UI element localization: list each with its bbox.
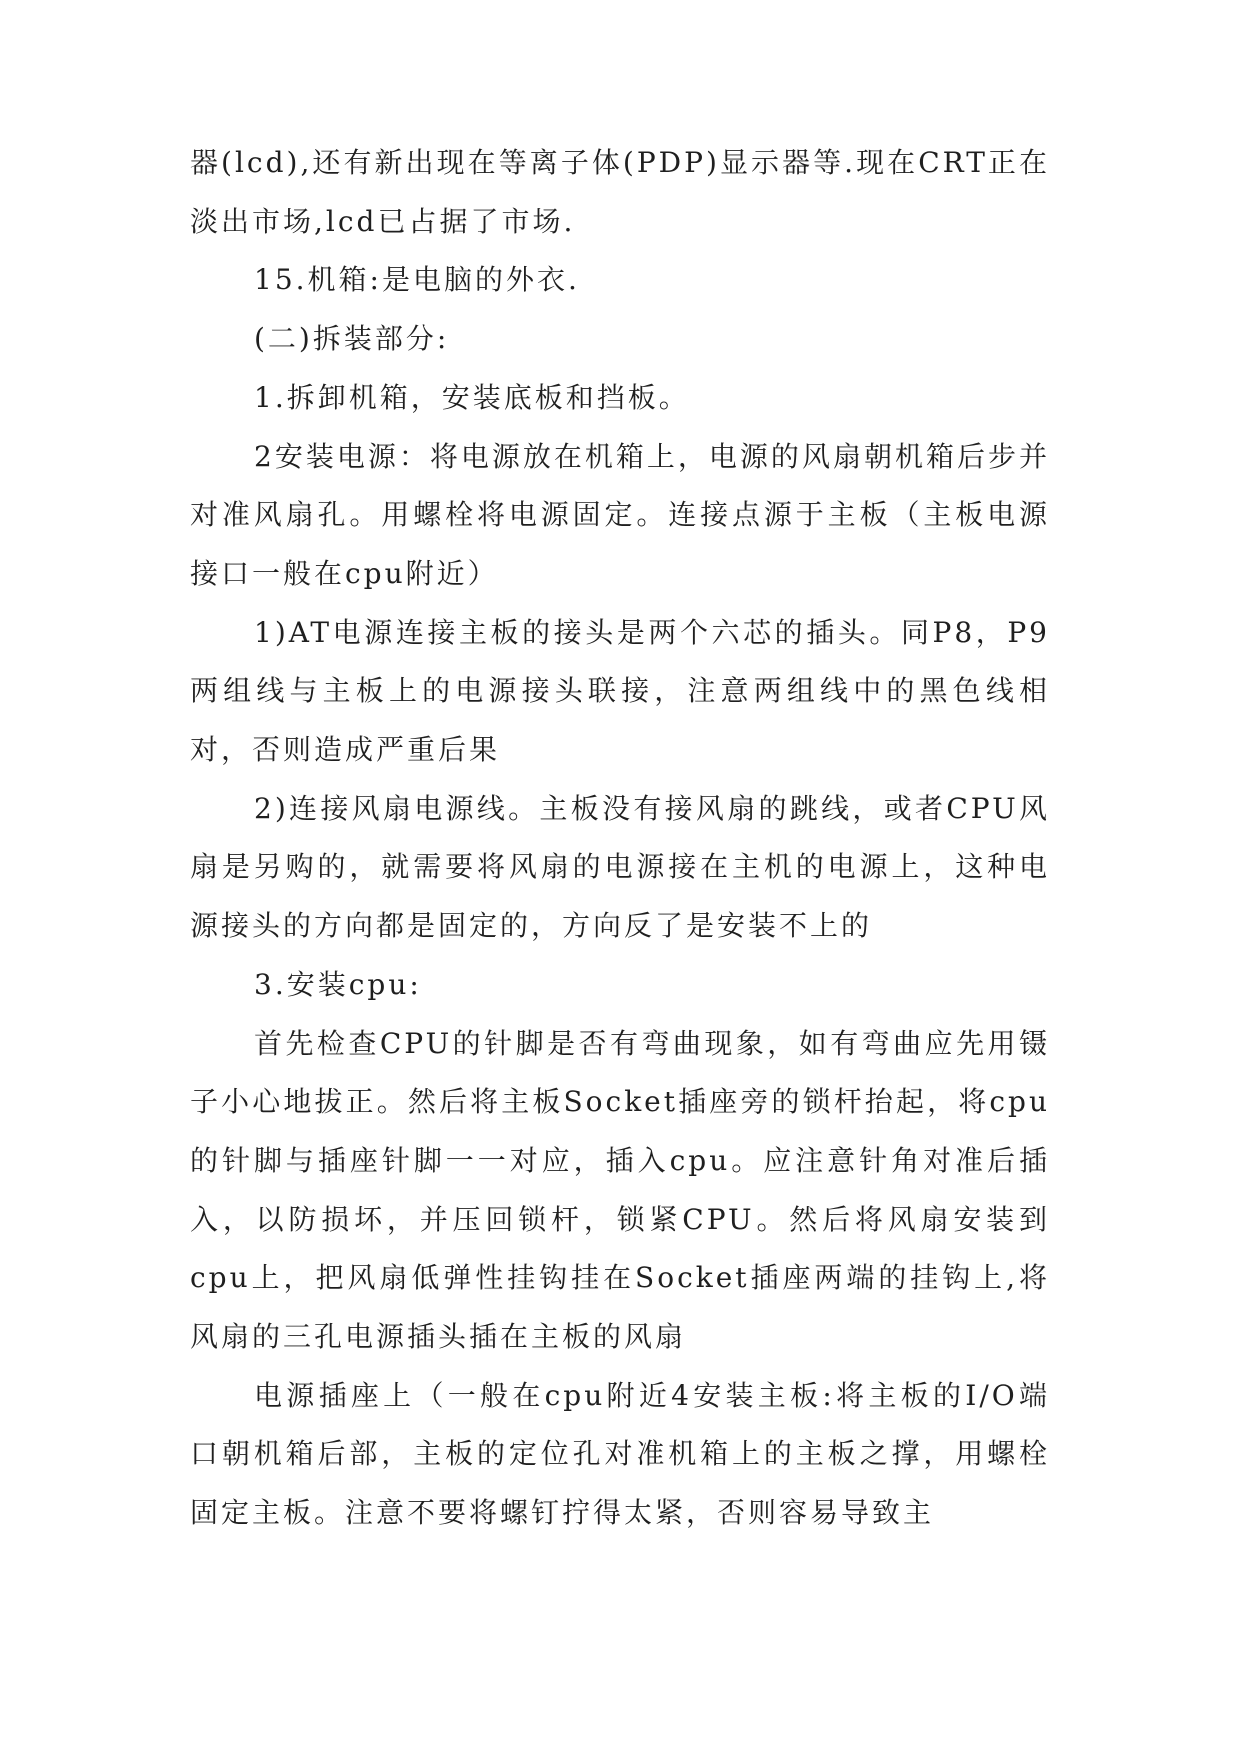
paragraph-cpu-install: 首先检查CPU的针脚是否有弯曲现象，如有弯曲应先用镊子小心地拔正。然后将主板Socket插座旁的锁杆抬起，将cpu的针脚与插座针脚一一对应，插入cpu。应注意针角对准后插入，以防损坏，并压回锁杆，锁紧CPU。然后将风扇安装到cpu上，把风扇低弹性挂钩挂在Socket插座两端的挂钩上,将风扇的三孔电源插头插在主板的风扇 xyxy=(190,1026,1050,1354)
paragraph-chassis: 15.机箱:是电脑的外衣. xyxy=(254,263,580,297)
paragraph-at-power: 1)AT电源连接主板的接头是两个六芯的插头。同P8，P9两组线与主板上的电源接头联接，注意两组线中的黑色线相对，否则造成严重后果 xyxy=(190,615,1050,767)
section-heading-disassembly: (二)拆装部分: xyxy=(254,322,450,356)
paragraph-motherboard-install: 电源插座上（一般在cpu附近4安装主板:将主板的I/O端口朝机箱后部，主板的定位孔对准机箱上的主板之撑，用螺栓固定主板。注意不要将螺钉拧得太紧，否则容易导致主 xyxy=(190,1378,1050,1530)
paragraph-step-3-cpu: 3.安装cpu: xyxy=(254,967,422,1001)
paragraph-step-2-power: 2安装电源：将电源放在机箱上，电源的风扇朝机箱后步并对准风扇孔。用螺栓将电源固定。连接点源于主板（主板电源接口一般在cpu附近） xyxy=(190,439,1050,590)
document-page xyxy=(190,134,1050,1543)
paragraph-step-1: 1.拆卸机箱，安装底板和挡板。 xyxy=(254,380,690,414)
paragraph-fan-power: 2)连接风扇电源线。主板没有接风扇的跳线，或者CPU风扇是另购的，就需要将风扇的电源接在主机的电源上，这种电源接头的方向都是固定的，方向反了是安装不上的 xyxy=(190,791,1050,943)
paragraph-display-continuation: 器(lcd),还有新出现在等离子体(PDP)显示器等.现在CRT正在淡出市场,lcd已占据了市场. xyxy=(190,146,1050,238)
